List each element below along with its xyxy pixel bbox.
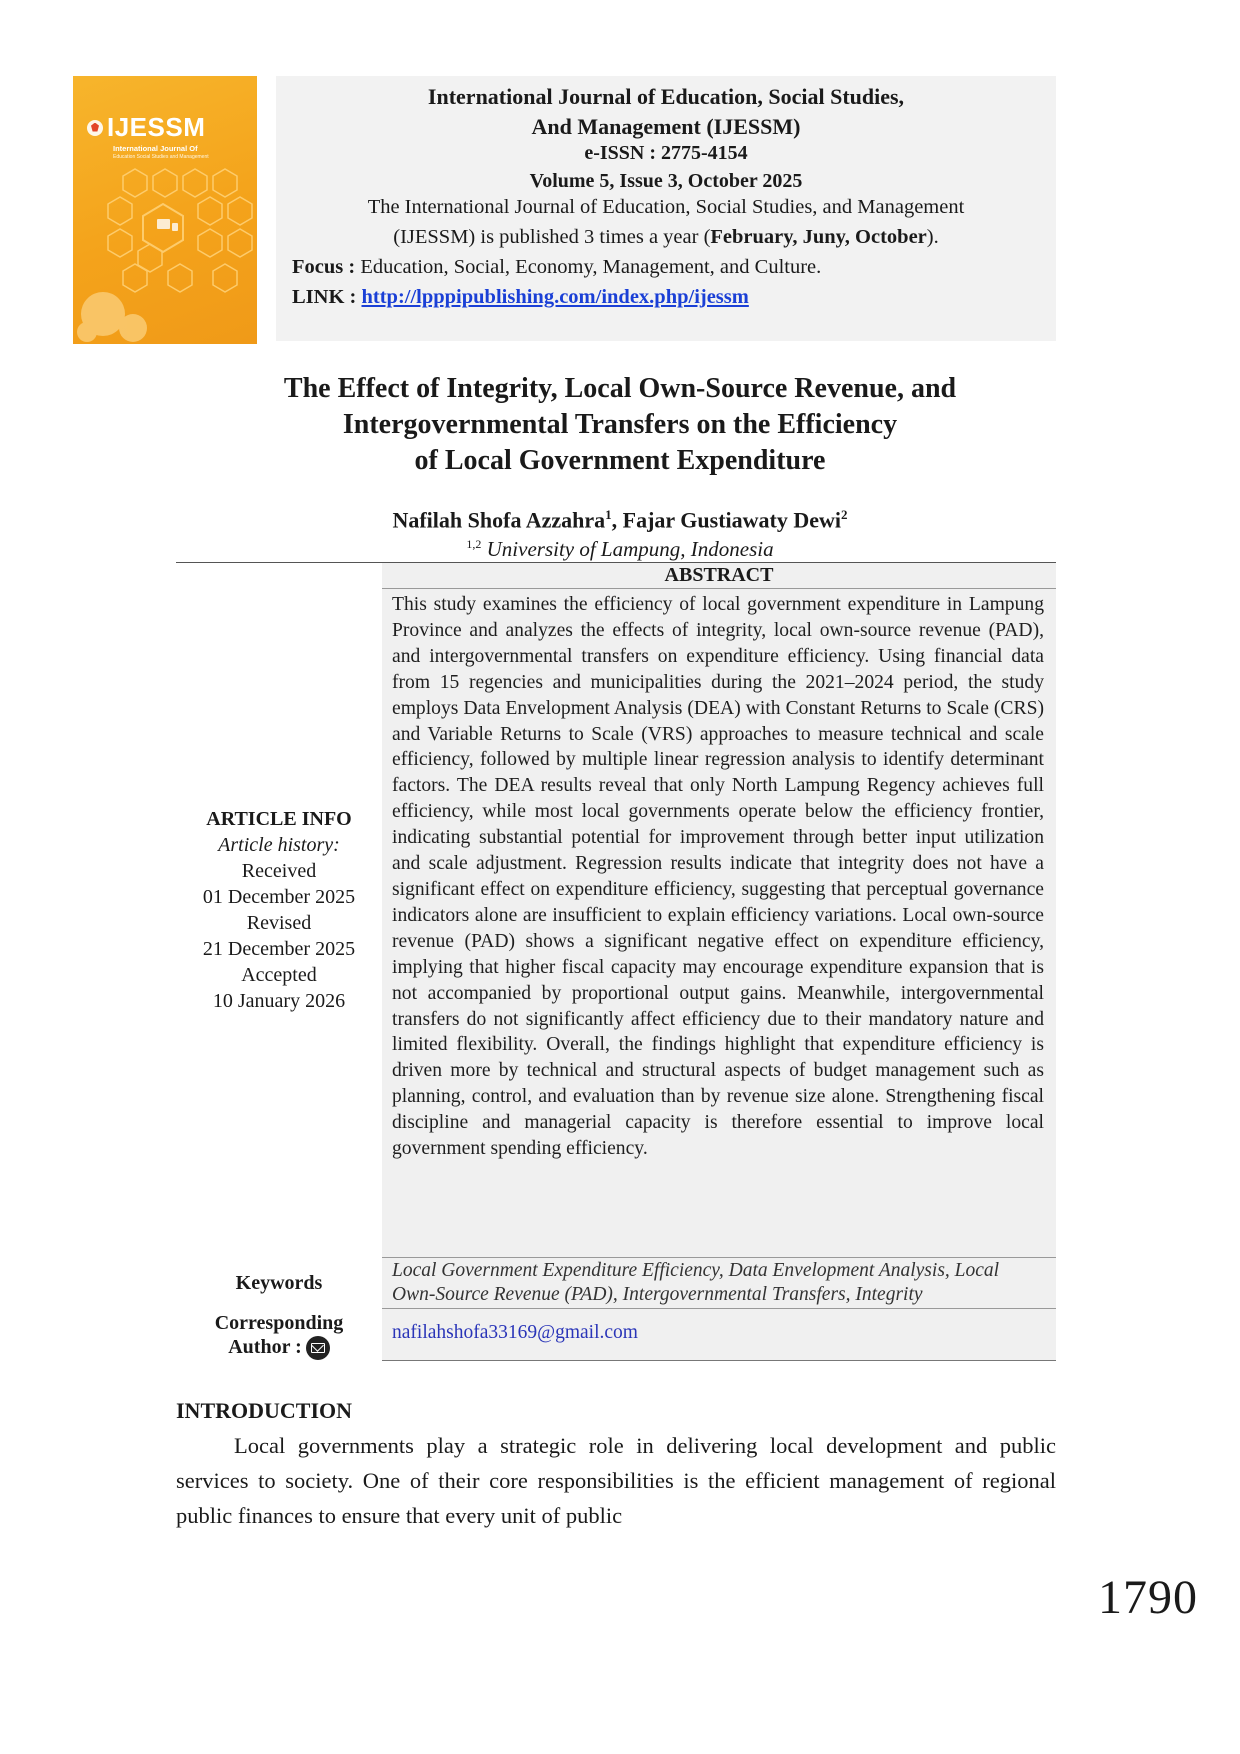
article-title-line3: of Local Government Expenditure [414, 445, 826, 476]
introduction-heading: INTRODUCTION [176, 1398, 353, 1423]
article-title-line1: The Effect of Integrity, Local Own-Source Revenue, and [283, 373, 957, 404]
link-label: LINK : [292, 286, 357, 308]
author-separator: , [611, 507, 623, 533]
publication-months: February, Juny, October [710, 226, 927, 248]
journal-name-line1: International Journal of Education, Social Studies, [427, 84, 905, 109]
affiliation-mark: 1,2 [466, 537, 482, 551]
cover-logo-mark-icon [87, 120, 103, 136]
table-bottom-rule [382, 1360, 1056, 1361]
cover-logo-text: IJESSM [107, 112, 206, 142]
publication-schedule-prefix: (IJESSM) is published 3 times a year ( [393, 226, 711, 248]
focus-label: Focus : [292, 256, 356, 278]
corresponding-author-row [176, 1336, 382, 1360]
page-number: 1790 [1098, 1571, 1198, 1624]
envelope-icon [306, 1336, 330, 1360]
journal-cover-image [73, 76, 257, 344]
article-authors [0, 507, 1240, 533]
article-history-label: Article history: [218, 834, 340, 856]
journal-name-line2: And Management (IJESSM) [531, 114, 801, 139]
focus-text: Education, Social, Economy, Management, and Culture. [355, 256, 822, 278]
author-2: Fajar Gustiawaty Dewi [622, 507, 842, 533]
cover-subtitle-2: Education Social Studies and Management [113, 154, 209, 160]
cover-subtitle: International Journal Of [113, 144, 198, 153]
journal-description-line2 [276, 226, 1056, 249]
author-2-affil-mark: 2 [841, 507, 848, 522]
journal-volume: Volume 5, Issue 3, October 2025 [529, 170, 803, 192]
corresponding-email[interactable]: nafilahshofa33169@gmail.com [382, 1309, 1056, 1360]
cover-logo [87, 112, 205, 143]
affiliation-text: University of Lampung, Indonesia [481, 537, 774, 561]
article-info-heading: ARTICLE INFO [206, 808, 352, 830]
journal-eissn: e-ISSN : 2775-4154 [584, 142, 748, 164]
journal-header-box [276, 76, 1056, 341]
revised-label: Revised [246, 912, 312, 934]
received-date: 01 December 2025 [202, 886, 356, 908]
revised-date: 21 December 2025 [202, 938, 356, 960]
journal-link-row [292, 286, 749, 309]
author-1-affil-mark: 1 [605, 507, 612, 522]
keywords-text: Local Government Expenditure Efficiency, Data Envelopment Analysis, Local Own-Source Revenue (PAD), Intergovernmental Transfers, Integrity [382, 1258, 1056, 1308]
author-affiliation [0, 537, 1240, 562]
abstract-heading: ABSTRACT [382, 563, 1056, 588]
keywords-label: Keywords [235, 1272, 323, 1294]
abstract-text: This study examines the efficiency of local government expenditure in Lampung Province and analyzes the effects of integrity, local own-source revenue (PAD), and intergovernmental transfers on expenditure efficiency. Using financial data from 15 regencies and municipalities during the 2021–2024 period, the study employs Data Envelopment Analysis (DEA) with Constant Returns to Scale (CRS) and Variable Returns to Scale (VRS) approaches to measure technical and scale efficiency, followed by multiple linear regression analysis to identify determinant factors. The DEA results reveal that only North Lampung Regency achieves full efficiency, while most local governments operate below the efficiency frontier, indicating substantial potential for improvement through better input utilization and scale adjustment. Regression results indicate that integrity does not have a significant effect on expenditure efficiency, suggesting that perceptual governance indicators alone are insufficient to explain efficiency variations. Local own-source revenue (PAD) shows a significant negative effect on expenditure efficiency, implying that higher fiscal capacity may encourage expenditure expansion that is not accompanied by proportional output gains. Meanwhile, intergovernmental transfers do not significantly affect efficiency due to their mandatory nature and limited flexibility. Overall, the findings highlight that expenditure efficiency is driven more by technical and structural aspects of budget management such as planning, control, and evaluation than by revenue size alone. Strengthening fiscal discipline and managerial capacity is therefore essential to improve local government spending efficiency. [382, 589, 1056, 1257]
journal-focus [292, 256, 821, 279]
accepted-date: 10 January 2026 [212, 990, 346, 1012]
introduction-text: Local governments play a strategic role in delivering local development and public services to society. One of their core responsibilities is the efficient management of regional public finances to ensure that every unit of public [176, 1433, 1056, 1528]
journal-description-line1: The International Journal of Education, Social Studies, and Management [367, 196, 965, 218]
author-1: Nafilah Shofa Azzahra [392, 507, 606, 533]
journal-url-link[interactable]: http://lpppipublishing.com/index.php/ijessm [361, 286, 749, 308]
article-title-line2: Intergovernmental Transfers on the Efficiency [342, 409, 898, 440]
received-label: Received [241, 860, 317, 882]
corresponding-label: Corresponding [214, 1312, 344, 1334]
publication-schedule-suffix: ). [926, 226, 939, 248]
author-label: Author : [228, 1336, 302, 1358]
accepted-label: Accepted [241, 964, 317, 986]
